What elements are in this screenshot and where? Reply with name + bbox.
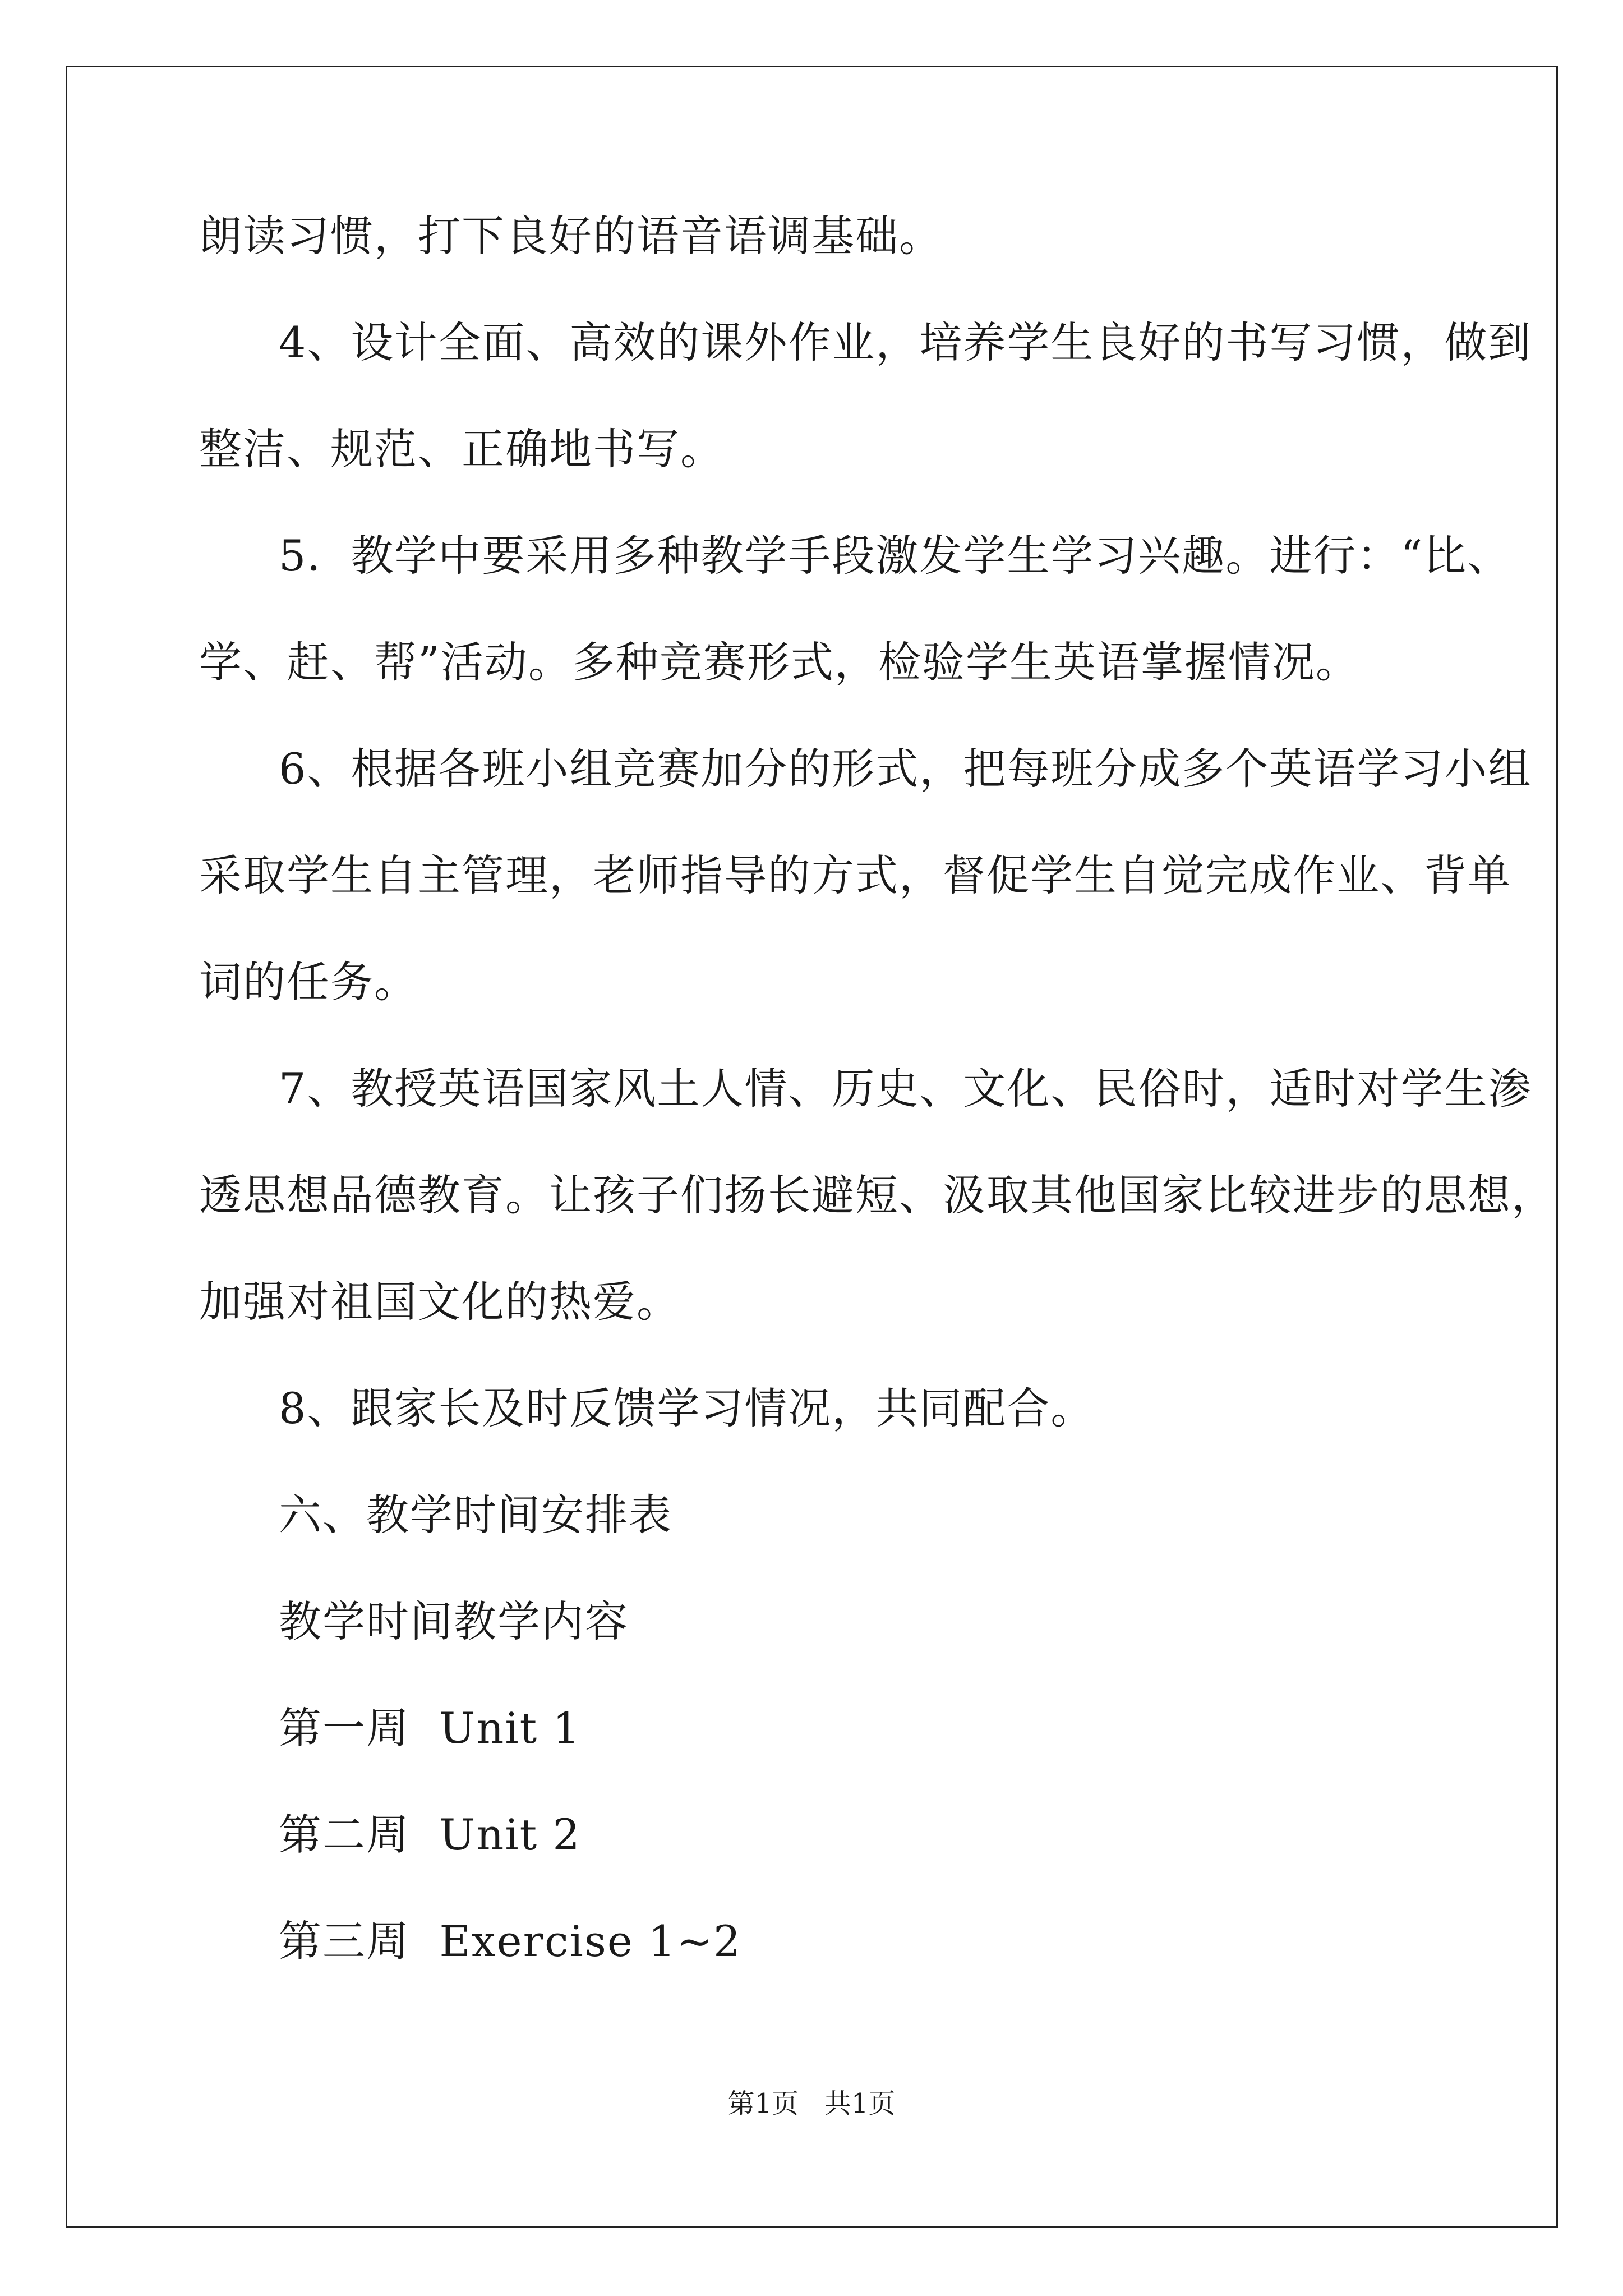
page-footer: 第1页 共1页 <box>727 2088 896 2119</box>
text-line-8: 词的任务。 <box>199 957 418 1007</box>
text-line-9: 7、教授英语国家风土人情、历史、文化、民俗时，适时对学生渗 <box>279 1064 1532 1114</box>
schedule-row-week1: 第一周 Unit 1 <box>279 1703 581 1753</box>
schedule-header: 教学时间教学内容 <box>279 1596 629 1646</box>
schedule-row-week3: 第三周 Exercise 1~2 <box>279 1916 742 1966</box>
text-line-4: 5．教学中要采用多种教学手段激发学生学习兴趣。进行：“比、 <box>279 531 1511 581</box>
schedule-row-week2: 第二周 Unit 2 <box>279 1810 581 1860</box>
text-line-6: 6、根据各班小组竞赛加分的形式，把每班分成多个英语学习小组 <box>279 744 1532 794</box>
section-heading: 六、教学时间安排表 <box>279 1490 672 1540</box>
text-line-5: 学、赶、帮”活动。多种竞赛形式，检验学生英语掌握情况。 <box>199 637 1359 687</box>
text-line-7: 采取学生自主管理，老师指导的方式，督促学生自觉完成作业、背单 <box>199 850 1511 900</box>
text-line-11: 加强对祖国文化的热爱。 <box>199 1277 680 1327</box>
text-line-12: 8、跟家长及时反馈学习情况，共同配合。 <box>279 1383 1095 1433</box>
text-line-3: 整洁、规范、正确地书写。 <box>199 424 724 474</box>
page-border <box>66 66 1558 2228</box>
text-line-10: 透思想品德教育。让孩子们扬长避短、汲取其他国家比较进步的思想， <box>199 1170 1555 1220</box>
text-line-1: 朗读习惯，打下良好的语音语调基础。 <box>199 211 943 261</box>
text-line-2: 4、设计全面、高效的课外作业，培养学生良好的书写习惯，做到 <box>279 318 1532 367</box>
